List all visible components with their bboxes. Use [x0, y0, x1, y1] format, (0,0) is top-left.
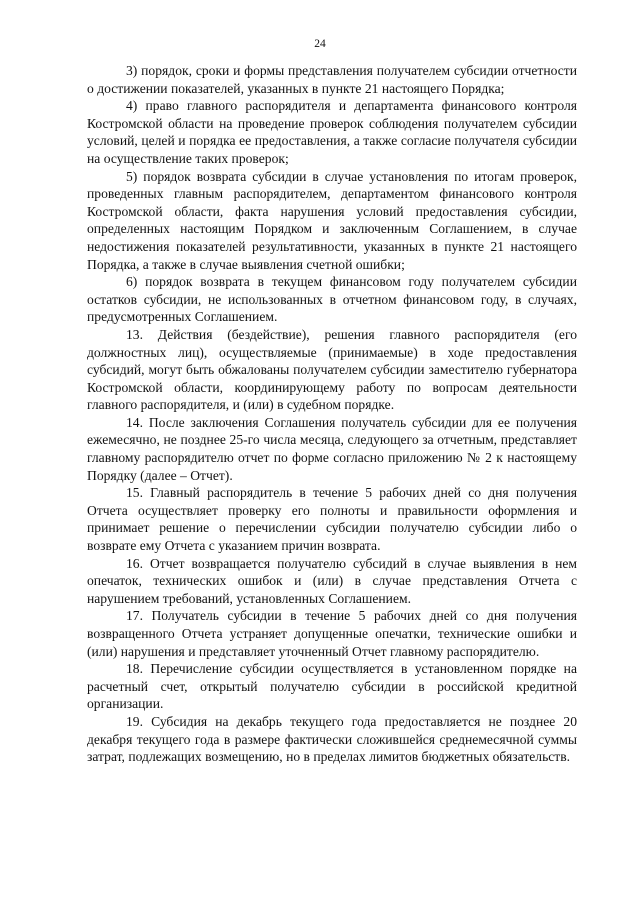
paragraph-item-6: 6) порядок возврата в текущем финансовом году получателем субсидии остатков субсидии, не использованных в отчетном финансовом году, в случаях, предусмотренных Соглашением.	[87, 274, 577, 325]
paragraph-clause-19: 19. Субсидия на декабрь текущего года предоставляется не позднее 20 декабря текущего года в размере фактически сложившейся среднемесячной суммы затрат, подлежащих возмещению, но в пределах лимитов бюджетных обязательств.	[87, 713, 577, 765]
document-body	[87, 62, 577, 766]
paragraph-clause-13: 13. Действия (бездействие), решения главного распорядителя (его должностных лиц), осуществляемые (принимаемые) в ходе предоставления субсидий, могут быть обжалованы получателем субсидии заместителю губернатора Костромской области, координирующему работу по вопросам деятельности главного распорядителя, и (или) в судебном порядке.	[87, 326, 577, 413]
paragraph-item-5: 5) порядок возврата субсидии в случае установления по итогам проверок, проведенных главным распорядителем, департаментом финансового контроля Костромской области, факта нарушения условий предоставления субсидии, определенных настоящим Порядком и заключенным Соглашением, в случае недостижения показателей результативности, указанных в пункте 21 настоящего Порядка, а также в случае выявления счетной ошибки;	[87, 168, 577, 272]
paragraph-clause-17: 17. Получатель субсидии в течение 5 рабочих дней со дня получения возвращенного Отчета устраняет допущенные опечатки, технические ошибки и (или) нарушения и представляет уточненный Отчет главному распорядителю.	[87, 608, 577, 659]
paragraph-item-4: 4) право главного распорядителя и департамента финансового контроля Костромской области на проведение проверок соблюдения получателем субсидии условий, целей и порядка ее предоставления, а также согласие получателя субсидии на осуществление таких проверок;	[87, 98, 577, 166]
paragraph-clause-15: 15. Главный распорядитель в течение 5 рабочих дней со дня получения Отчета осуществляет проверку его полноты и правильности оформления и принимает решение о перечислении субсидии получателю субсидии либо о возврате ему Отчета с указанием причин возврата.	[87, 485, 577, 554]
paragraph-clause-18: 18. Перечисление субсидии осуществляется в установленном порядке на расчетный счет, открытый получателю субсидии в российской кредитной организации.	[87, 661, 577, 712]
paragraph-clause-14: 14. После заключения Соглашения получатель субсидии для ее получения ежемесячно, не позднее 25-го числа месяца, следующего за отчетным, представляет главному распорядителю отчет по форме согласно приложению № 2 к настоящему Порядку (далее – Отчет).	[87, 414, 577, 483]
paragraph-item-3: 3) порядок, сроки и формы представления получателем субсидии отчетности о достижении показателей, указанных в пункте 21 настоящего Порядка;	[87, 63, 577, 96]
page-number: 24	[314, 38, 326, 50]
paragraph-clause-16: 16. Отчет возвращается получателю субсидий в случае выявления в нем опечаток, технических ошибок и (или) в случае представления Отчета с нарушением требований, установленных Соглашением.	[87, 555, 577, 606]
